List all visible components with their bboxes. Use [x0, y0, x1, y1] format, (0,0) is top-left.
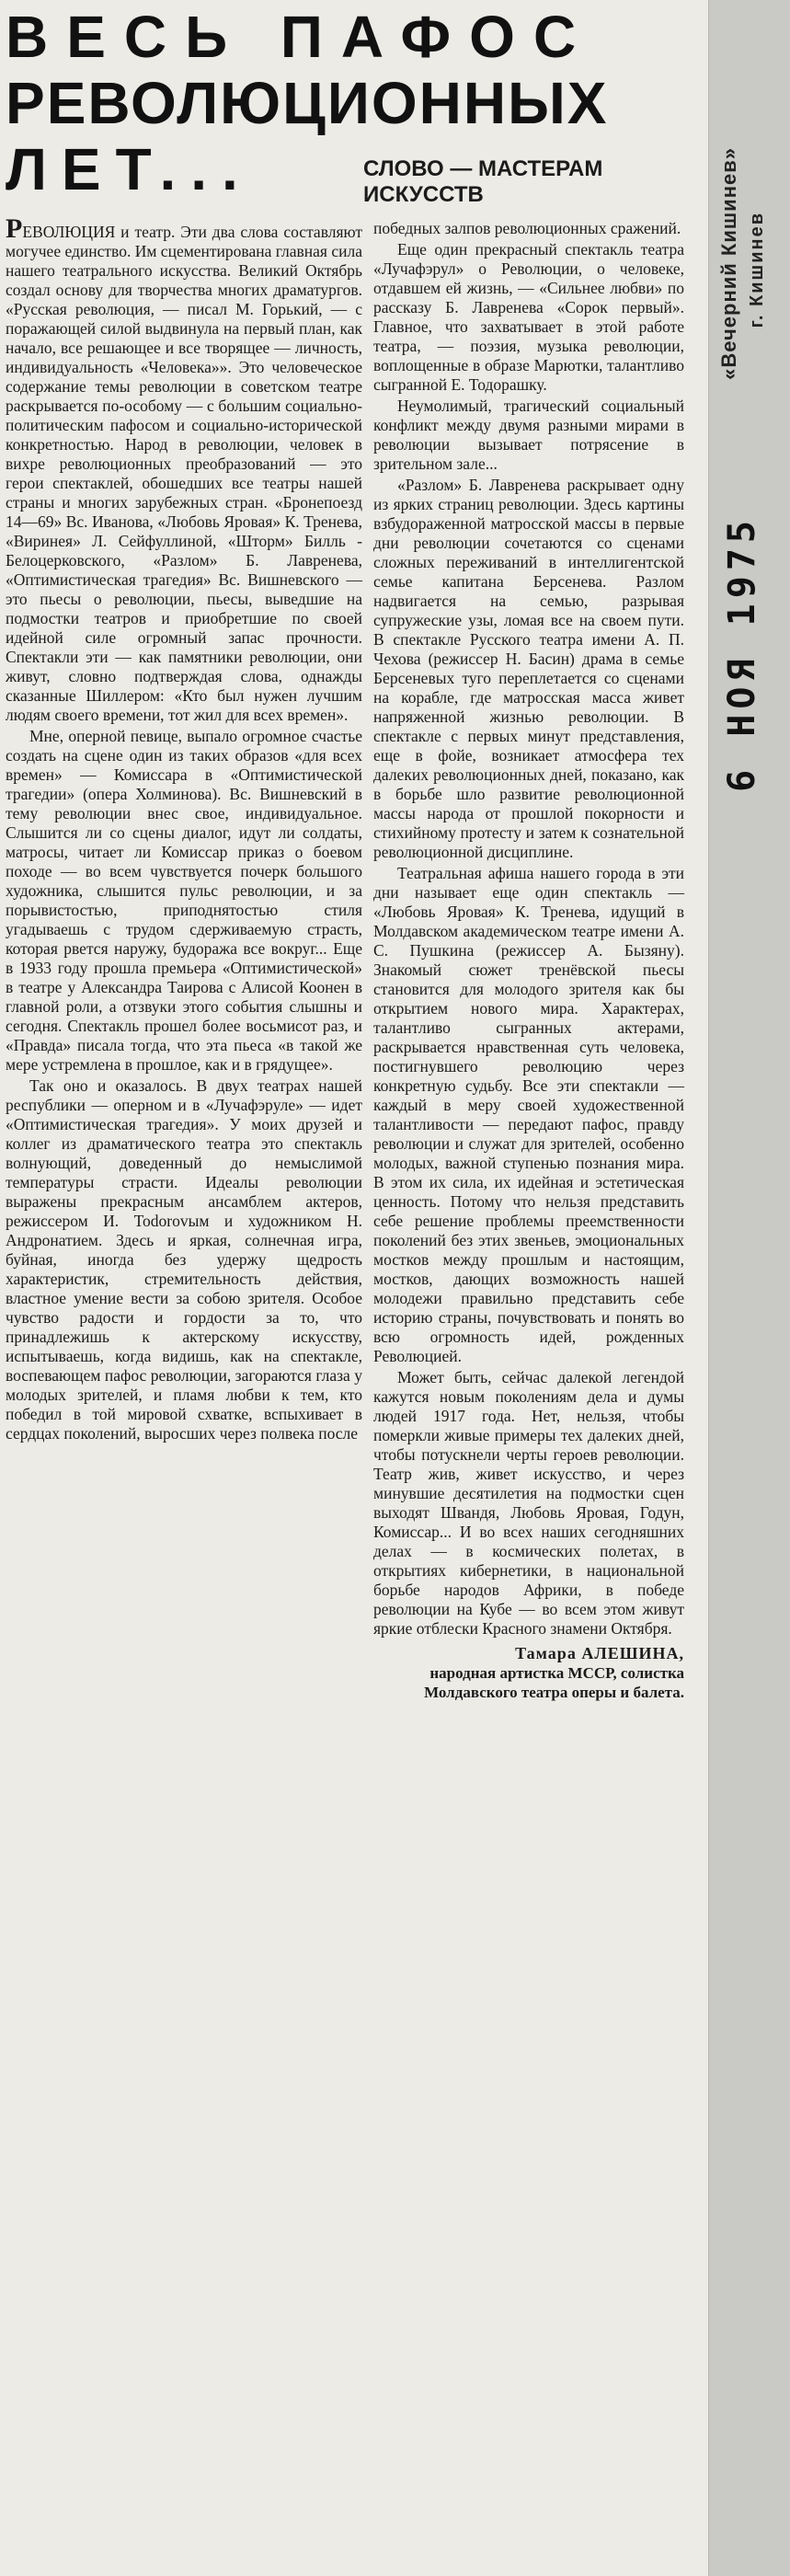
publication-city: г. Кишинев — [747, 212, 767, 328]
date-stamp: 6 НОЯ 1975 — [721, 515, 763, 792]
headline-line-1: ВЕСЬ ПАФОС — [6, 4, 595, 70]
paragraph: Театральная афиша нашего города в эти дни называет еще один спектакль — «Любовь Яровая» К. Тренева, идущий в Молдавском академическом театре имени А. С. Пушкина (режиссер А. Бызяну). Знакомый сюжет тренёвской пьесы становится для молодого зрителя как бы открытием нового мира. Характерах, талантливо сыгранных актерами, раскрывается нравственная суть человека, постигнувшего революцию через конкретную судьбу. Все эти спектакли — каждый в меру своей художественной талантливости — передают пафос, правду революции и служат для зрителей, особенно молодых, важной ступенью познания мира. В этом их сила, их идейная и эстетическая ценность. Потому что нельзя представить себе решение проблемы преемственности поколений без этих звеньев, эмоциональных мостков между прошлым и настоящим, мостков, дающих возможность нашей молодежи правильно представить себе историю страны, почувствовать и понять во всю огромность идей, рожденных Революцией. — [373, 864, 684, 1365]
paragraph: Может быть, сейчас далекой легендой кажутся новым поколениям дела и думы людей 1917 года. Нет, нельзя, чтобы померкли живые примеры тех далеких дней, чтобы потускнели черты героев революции. Театр жив, живет искусство, и через минувшие десятилетия на подмостки сцен выходят Швандя, Любовь Яровая, Годун, Комиссар... И во всех наших сегодняшних делах — в космических полетах, в открытиях кибернетики, в национальной борьбе народов Африки, в победе революции на Кубе — во всем этом живут яркие отблески Красного знамени Октября. — [373, 1368, 684, 1638]
paragraph: Неумолимый, трагический социальный конфликт между двумя разными мирами в революции вызывает потрясение в зрительном зале... — [373, 397, 684, 473]
headline-line-3: ЛЕТ... — [6, 136, 253, 202]
author-signature — [373, 1644, 684, 1702]
author-name: Тамара АЛЕШИНА, — [515, 1644, 684, 1662]
author-role: народная артистка МССР, солистка Молдавского театра оперы и балета. — [424, 1664, 684, 1701]
paragraph: Мне, оперной певице, выпало огромное счастье создать на сцене один из таких образов «для всех времен» — Комиссара в «Оптимистической трагедии» (опера Холминова). Вс. Вишневский в тему революции внес свое, индивидуальное. Слышится ли со сцены диалог, идут ли солдаты, матросы, читает ли Комиссар приказ о боевом походе — во всем чувствуется почерк большого художника, слышится пульс революции, и за порывистостью, приподнятостью стиля угадываешь с трудом сдерживаемую страсть, которая рвется наружу, будоража все вокруг... Еще в 1933 году прошла премьера «Оптимистической» в театре у Александра Таирова с Алисой Коонен в главной роли, а отзвуки этого события слышны и сегодня. Спектакль прошел более восьмисот раз, и «Правда» писала тогда, что эта пьеса «в такой же мере устремлена в прошлое, как и в грядущее». — [6, 727, 362, 1074]
left-column — [6, 213, 362, 1445]
paragraph: «Разлом» Б. Лавренева раскрывает одну из ярких страниц революции. Здесь картины взбудораженной матросской массы в первые дни революции сочетаются со сценами сложных переживаний в интеллигентской семье капитана Берсенева. Разлом надвигается на семью, разрывая супружеские узы, ломая все на своем пути. В спектакле Русского театра имени А. П. Чехова (режиссер Н. Басин) драма в семье Берсеневых туго переплетается со сценами на корабле, где матросская масса живет напряженной жизнью революции. В спектакле с первых минут представления, еще в фойе, возникает атмосфера тех далеких революционных дней, показано, как в борьбе шло развитие революционной массы народа от прошлой покорности и стихийному протесту и затем к сознательной революционной дисциплине. — [373, 476, 684, 861]
publication-name: «Вечерний Кишинев» — [717, 147, 740, 380]
paragraph: Еще один прекрасный спектакль театра «Лучафэрул» о Революции, о человеке, отдавшем ей жизнь, — «Сильнее любви» по рассказу Б. Лавренева «Сорок первый». Главное, что захватывает в этой работе театра, — поэзия, музыка революции, воплощенные в образе Марютки, талантливо сыгранной Е. Тодорашку. — [373, 240, 684, 394]
headline-line-2: РЕВОЛЮЦИОННЫХ — [6, 70, 609, 136]
right-column — [373, 219, 684, 1702]
paragraph: Так оно и оказалось. В двух театрах нашей республики — оперном и в «Лучафэруле» — идет «Оптимистическая трагедия». У моих друзей и коллег из драматического театра это спектакль волнующий, доведенный до немыслимой температуры страсти. Идеалы революции выражены прекрасным ансамблем актеров, режиссером И. Todorovым и художником Н. Андронатием. Здесь и яркая, солнечная игра, буйная, иногда без удержу щедрость характеристик, стремительность действия, властное умение вести за собою зрителя. Особое чувство радости и гордости за то, что принадлежишь к актерскому искусству, испытываешь, когда видишь, как на спектакле, воспевающем пафос революции, загораются глаза у молодых зрителей, и пламя любви к тем, кто победил в той мировой схватке, вспыхивает в сердцах поколений, выросших через полвека после — [6, 1076, 362, 1443]
section-rubric: СЛОВО — МАСТЕРАМ ИСКУССТВ — [363, 156, 603, 207]
paragraph: РЕВОЛЮЦИЯ и театр. Эти два слова составляют могучее единство. Им сцементирована главная сила нашего театрального искусства. Великий Октябрь создал основу для творчества многих драматургов. «Русская революция, — писал М. Горький, — с поражающей силой выдвинула на первый план, как начало, все решающее и все творящее — личность, индивидуальность «Человека»». Это человеческое содержание темы революции в советском театре раскрывается по-особому — с большим социально-политическим пафосом и социально-исторической конкретностью. Народ в революции, человек в вихре революционных преобразований — это герои спектаклей, обошедших все театры нашей страны и многих зарубежных стран. «Бронепоезд 14—69» Вс. Иванова, «Любовь Яровая» К. Тренева, «Виринея» Л. Сейфуллиной, «Шторм» Билль - Белоцерковского, «Разлом» Б. Лавренева, «Оптимистическая трагедия» Вс. Вишневского — это пьесы о революции, пьесы, выведшие на подмостки театров и приобретшие по своей идейной силе огромный запас прочности. Спектакли эти — как памятники революции, они живут, словно подтверждая слова, однажды сказанные Шиллером: «Кто был нужен лучшим людям своего времени, тот жил для всех времен». — [6, 213, 362, 724]
paragraph: победных залпов революционных сражений. — [373, 219, 681, 237]
